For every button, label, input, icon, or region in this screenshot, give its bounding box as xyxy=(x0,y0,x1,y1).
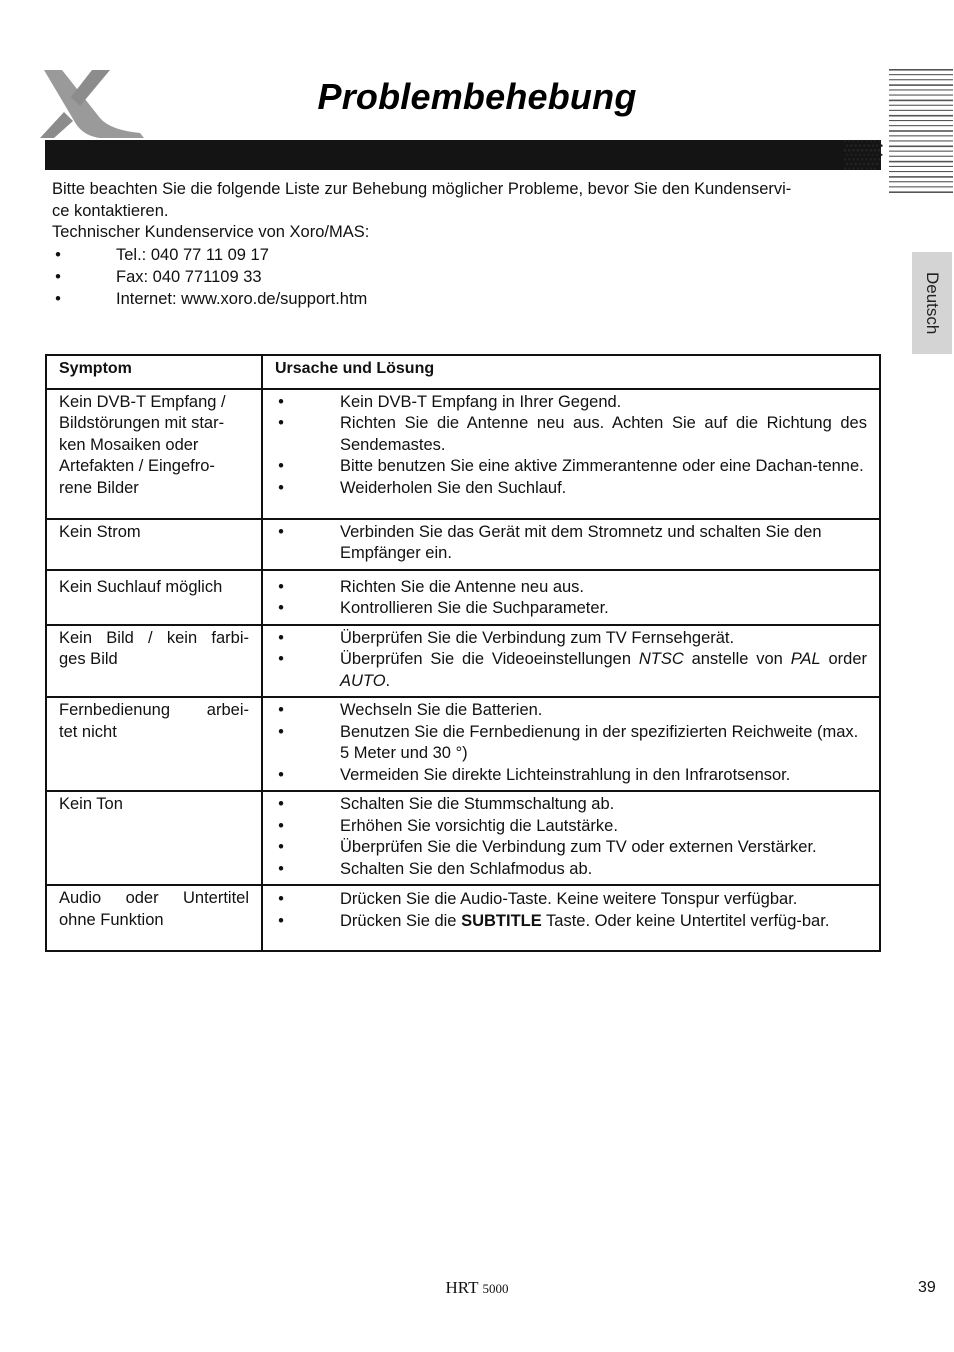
solution-text: Verbinden Sie das Gerät mit dem Stromnetz und schalten Sie den Empfänger ein. xyxy=(340,522,822,562)
solution-item xyxy=(275,649,867,692)
troubleshooting-table xyxy=(45,354,881,952)
table-header-row xyxy=(46,355,880,389)
ntsc-term: NTSC xyxy=(638,650,684,668)
contact-internet-text: Internet: www.xoro.de/support.htm xyxy=(116,290,368,309)
bullet-icon: • xyxy=(55,290,61,309)
symptom-line: ohne Funktion xyxy=(59,910,164,929)
solution-text: Schalten Sie die Stummschaltung ab. xyxy=(340,795,615,813)
symptom-line: tet nicht xyxy=(59,722,117,741)
solution-cell xyxy=(262,570,880,625)
solution-list xyxy=(275,577,867,620)
bullet-icon: • xyxy=(278,859,284,878)
solution-item xyxy=(275,478,867,500)
bullet-icon: • xyxy=(278,577,284,596)
model-number: 5000 xyxy=(482,1281,509,1296)
bullet-icon: • xyxy=(278,628,284,647)
table-row xyxy=(46,697,880,791)
solution-cell xyxy=(262,791,880,885)
solution-cell xyxy=(262,389,880,519)
solution-text: Bitte benutzen Sie eine aktive Zimmerantenne oder eine Dachan-tenne. xyxy=(340,457,864,475)
solution-item xyxy=(275,577,867,599)
symptom-line: Bildstörungen mit star- xyxy=(59,414,225,432)
solution-item xyxy=(275,722,867,765)
solution-item xyxy=(275,413,867,456)
solution-text-part: Drücken Sie die xyxy=(340,911,462,930)
solution-list xyxy=(275,628,867,693)
intro-line-1: Bitte beachten Sie die folgende Liste zur Behebung möglicher Probleme, bevor Sie den Kundenservi- xyxy=(52,180,792,198)
table-row xyxy=(46,389,880,519)
solution-text: Überprüfen Sie die Verbindung zum TV Fernsehgerät. xyxy=(340,628,735,647)
table-row xyxy=(46,791,880,885)
solution-text: Richten Sie die Antenne neu aus. Achten Sie auf die Richtung des Sendemastes. xyxy=(340,414,867,454)
bullet-icon: • xyxy=(278,599,284,617)
halftone-dots-decoration xyxy=(843,138,883,172)
symptom-line: Artefakten / Eingefro- xyxy=(59,457,215,475)
symptom-cell xyxy=(46,625,262,698)
bullet-icon: • xyxy=(278,816,284,835)
bullet-icon: • xyxy=(278,478,284,497)
bullet-icon: • xyxy=(278,701,284,719)
solution-text: Kein DVB-T Empfang in Ihrer Gegend. xyxy=(340,392,622,411)
footer-model xyxy=(0,1278,954,1298)
solution-text: Benutzen Sie die Fernbedienung in der spezifizierten Reichweite (max. 5 Meter und 30 °) xyxy=(340,722,859,762)
contact-internet xyxy=(52,288,876,310)
solution-cell xyxy=(262,885,880,951)
striped-lines-decoration xyxy=(889,68,953,196)
solution-list xyxy=(275,392,867,500)
solution-cell xyxy=(262,697,880,791)
language-tab-label: Deutsch xyxy=(923,271,942,335)
solution-cell xyxy=(262,625,880,698)
bullet-icon: • xyxy=(278,392,284,411)
solution-text: Vermeiden Sie direkte Lichteinstrahlung in den Infrarotsensor. xyxy=(340,765,791,784)
contact-fax-text: Fax: 040 771109 33 xyxy=(116,267,262,286)
bullet-icon: • xyxy=(278,722,284,741)
table-row xyxy=(46,519,880,570)
subtitle-key: SUBTITLE xyxy=(461,911,542,930)
solution-text: Weiderholen Sie den Suchlauf. xyxy=(340,478,567,497)
solution-item xyxy=(275,598,867,620)
symptom-cell xyxy=(46,697,262,791)
solution-text: Drücken Sie die Audio-Taste. Keine weitere Tonspur verfügbar. xyxy=(340,890,798,908)
symptom-line: ges Bild xyxy=(59,650,118,668)
solution-item xyxy=(275,911,867,933)
intro-paragraph xyxy=(52,179,876,222)
solution-item xyxy=(275,700,867,722)
solution-item xyxy=(275,522,867,565)
symptom-line: rene Bilder xyxy=(59,478,139,497)
solution-text-part: anstelle von xyxy=(683,650,791,668)
solution-text xyxy=(340,650,867,690)
title-bar xyxy=(45,140,881,170)
symptom-cell: Kein Strom xyxy=(46,519,262,570)
table-row xyxy=(46,570,880,625)
support-heading: Technischer Kundenservice von Xoro/MAS: xyxy=(52,223,370,241)
bullet-icon: • xyxy=(278,650,284,668)
solution-cell xyxy=(262,519,880,570)
solution-list xyxy=(275,794,867,880)
symptom-cell xyxy=(46,389,262,519)
solution-text-part: order xyxy=(820,650,867,668)
solution-item xyxy=(275,859,867,881)
bullet-icon: • xyxy=(278,765,284,784)
solution-text: Kontrollieren Sie die Suchparameter. xyxy=(340,599,609,617)
solution-list xyxy=(275,889,867,932)
bullet-icon: • xyxy=(278,457,284,475)
solution-list xyxy=(275,700,867,786)
solution-text xyxy=(340,912,829,930)
solution-text: Überprüfen Sie die Verbindung zum TV oder externen Verstärker. xyxy=(340,838,817,856)
solution-item xyxy=(275,816,867,838)
contact-fax xyxy=(52,266,876,288)
page-title: Problembehebung xyxy=(317,76,637,117)
symptom-cell: Kein Suchlauf möglich xyxy=(46,570,262,625)
symptom-line: Kein Bild / kein farbi- xyxy=(59,628,249,647)
symptom-cell xyxy=(46,885,262,951)
solution-item xyxy=(275,889,867,911)
table-row xyxy=(46,885,880,951)
contact-phone xyxy=(52,244,876,266)
solution-list xyxy=(275,522,867,565)
solution-text: Erhöhen Sie vorsichtig die Lautstärke. xyxy=(340,816,618,835)
solution-text: Wechseln Sie die Batterien. xyxy=(340,701,543,719)
bullet-icon: • xyxy=(55,245,61,264)
bullet-icon: • xyxy=(278,414,284,432)
solution-text-part: Überprüfen Sie die Videoeinstellungen xyxy=(340,650,639,668)
solution-item xyxy=(275,456,867,478)
pal-term: PAL xyxy=(790,650,821,668)
solution-text: Schalten Sie den Schlafmodus ab. xyxy=(340,859,593,878)
solution-text-part: . xyxy=(385,671,391,690)
bullet-icon: • xyxy=(278,522,284,541)
bullet-icon: • xyxy=(278,795,284,813)
solution-item xyxy=(275,628,867,650)
symptom-line: ken Mosaiken oder xyxy=(59,435,199,454)
bullet-icon: • xyxy=(278,838,284,856)
symptom-line: Fernbedienung arbei- xyxy=(59,701,249,719)
solution-text-part: Taste. Oder keine Untertitel verfüg-bar. xyxy=(541,911,830,930)
model-name: HRT xyxy=(445,1278,479,1297)
contact-phone-text: Tel.: 040 77 11 09 17 xyxy=(116,245,269,264)
solution-item xyxy=(275,392,867,414)
solution-text: Richten Sie die Antenne neu aus. xyxy=(340,577,585,596)
contact-list xyxy=(52,244,876,311)
intro-section xyxy=(52,179,876,310)
symptom-cell: Kein Ton xyxy=(46,791,262,885)
solution-item xyxy=(275,837,867,859)
page-number: 39 xyxy=(918,1279,936,1296)
auto-term: AUTO xyxy=(340,671,386,690)
bullet-icon: • xyxy=(278,890,284,908)
solution-item xyxy=(275,794,867,816)
symptom-line: Kein DVB-T Empfang / xyxy=(59,392,226,411)
column-header-symptom: Symptom xyxy=(46,355,262,389)
column-header-solution: Ursache und Lösung xyxy=(262,355,880,389)
table-row xyxy=(46,625,880,698)
bullet-icon: • xyxy=(278,911,284,930)
solution-item xyxy=(275,765,867,787)
symptom-line: Audio oder Untertitel xyxy=(59,889,249,907)
intro-line-2: ce kontaktieren. xyxy=(52,201,169,220)
language-tab xyxy=(912,252,952,354)
bullet-icon: • xyxy=(55,267,61,286)
